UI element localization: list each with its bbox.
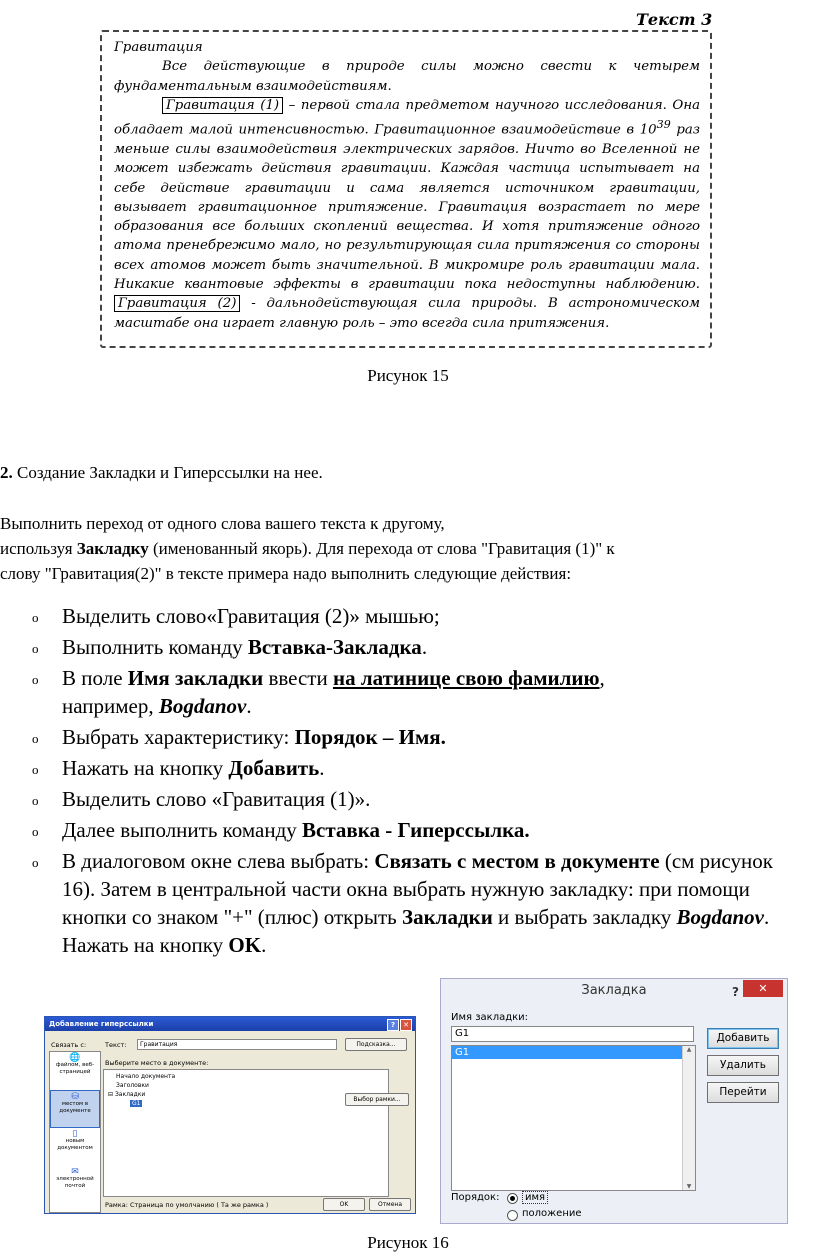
step-list (30, 602, 800, 959)
intro-line-1: Выполнить переход от одного слова вашего текста к другому, (0, 514, 445, 533)
tree-item[interactable]: G1 (132, 1100, 141, 1107)
delete-button[interactable]: Удалить (707, 1055, 779, 1076)
scroll-up-icon: ▲ (686, 1046, 692, 1053)
bookmark-name-input[interactable]: G1 (451, 1026, 694, 1042)
order-label: Порядок: (451, 1192, 500, 1203)
close-icon[interactable]: ✕ (400, 1019, 412, 1031)
expand-icon: ⊟ (108, 1091, 115, 1098)
gravity-text-box (100, 30, 712, 348)
link-file-webpage[interactable]: 🌐 файлом, веб-страницей (50, 1052, 100, 1090)
new-document-icon: ▯ (72, 1129, 78, 1139)
bookmark-dialog (440, 978, 788, 1224)
gravity-title: Гравитация (114, 40, 203, 55)
goto-button[interactable]: Перейти (707, 1082, 779, 1103)
order-position-radio[interactable] (507, 1210, 518, 1221)
bookmark-name-label: Имя закладки: (451, 1012, 529, 1023)
document-place-tree (103, 1069, 389, 1197)
scrollbar[interactable] (682, 1046, 695, 1190)
order-name-radio[interactable] (507, 1193, 518, 1204)
ok-button[interactable]: OK (323, 1198, 365, 1211)
step-item: o Далее выполнить команду Вставка - Гиперссылка. (30, 816, 800, 844)
frame-label: Рамка: Страница по умолчанию ( Та же рамка ) (105, 1201, 269, 1209)
help-icon[interactable]: ? (732, 985, 739, 999)
gravity-2-marker: Гравитация (2) (114, 295, 240, 312)
text-label: Текст: (105, 1041, 127, 1049)
section-heading: 2. Создание Закладки и Гиперссылки на нее. (0, 463, 323, 482)
list-item[interactable]: G1 (452, 1046, 695, 1059)
link-new-document[interactable]: ▯ новым документом (50, 1128, 100, 1166)
bookmark-dialog-title: Закладка ? ✕ (441, 979, 787, 1003)
link-place-in-document[interactable]: ⛁ местом в документе (50, 1090, 100, 1128)
gravity-1-marker: Гравитация (1) (162, 97, 283, 114)
intro-line-3: слову "Гравитация(2)" в тексте примера надо выполнить следующие действия: (0, 564, 572, 583)
bookmark-list[interactable] (451, 1045, 696, 1191)
add-button[interactable]: Добавить (707, 1028, 779, 1049)
step-item: o Выделить слово«Гравитация (2)» мышью; (30, 602, 800, 630)
step-item: o В диалоговом окне слева выбрать: Связать с местом в документе (см рисунок 16). Затем в центральной части окна выбрать нужную закладку: при помощи кнопки со знаком "+" (плюс) открыть Закладки и выбрать закладку Bogdanov. Нажать на кнопку OK. (30, 847, 800, 959)
gravity-paragraph-2: Гравитация (1) – первой стала предметом научного исследования. Она обладает малой интенсивностью. Гравитационное взаимодействие в $10^{39}$ раз меньше силы взаимодействия электрических зарядов. Ничто во Вселенной не может избежать действия гравитации. Каждая частица испытывает на себе действие гравитации и сама является источником гравитации, вызывает гравитационное притяжение. Гравитация возрастает по мере образования все больших скоплений вещества. И хотя притяжение одного атома пренебрежимо мало, но результирующая сила притяжения со стороны всех атомов может быть значительной. В микромире роль гравитации мала. Никакие квантовые эффекты в гравитации пока недоступны наблюдению. Гравитация (2) - дальнодействующая сила природы. В астрономическом масштабе она играет главную роль – это всегда сила притяжения. (114, 97, 701, 331)
document-place-icon: ⛁ (71, 1092, 79, 1102)
help-icon[interactable]: ? (387, 1019, 399, 1031)
step-item: o Выбрать характеристику: Порядок – Имя. (30, 723, 800, 751)
figure-16-caption: Рисунок 16 (367, 1233, 449, 1252)
link-type-sidebar (49, 1051, 101, 1213)
step-item: o В поле Имя закладки ввести на латинице свою фамилию, например, Bogdanov. (30, 664, 800, 720)
screentip-button[interactable]: Подсказка... (345, 1038, 407, 1051)
email-icon: ✉ (71, 1167, 79, 1177)
target-frame-button[interactable]: Выбор рамки... (345, 1093, 409, 1106)
step-item: o Выделить слово «Гравитация (1)». (30, 785, 800, 813)
link-with-label: Связать с: (51, 1041, 87, 1049)
gravity-paragraph-1: Все действующие в природе силы можно свести к четырем фундаментальным взаимодействиям. (114, 59, 700, 94)
web-page-icon: 🌐 (69, 1053, 81, 1063)
tree-item[interactable]: Заголовки (116, 1082, 149, 1089)
order-name-label: имя (522, 1191, 548, 1204)
close-icon[interactable]: ✕ (743, 980, 783, 997)
link-email[interactable]: ✉ электронной почтой (50, 1166, 100, 1204)
order-position-label: положение (522, 1208, 582, 1219)
choose-place-label: Выберите место в документе: (105, 1059, 209, 1067)
step-item: o Выполнить команду Вставка-Закладка. (30, 633, 800, 661)
tree-item[interactable]: Начало документа (116, 1073, 176, 1080)
cancel-button[interactable]: Отмена (369, 1198, 411, 1211)
hyperlink-dialog (44, 1016, 416, 1214)
tree-item[interactable]: ⊟ Закладки (108, 1091, 146, 1098)
scroll-down-icon: ▼ (686, 1183, 692, 1190)
step-item: o Нажать на кнопку Добавить. (30, 754, 800, 782)
intro-line-2: используя Закладку (именованный якорь). Для перехода от слова "Гравитация (1)" к (0, 539, 615, 558)
figure-15-caption: Рисунок 15 (367, 366, 449, 385)
display-text-input[interactable]: Гравитация (137, 1039, 337, 1050)
hyperlink-dialog-title: Добавление гиперссылки ? ✕ (45, 1017, 415, 1031)
text-3-label: Текст 3 (636, 10, 713, 29)
